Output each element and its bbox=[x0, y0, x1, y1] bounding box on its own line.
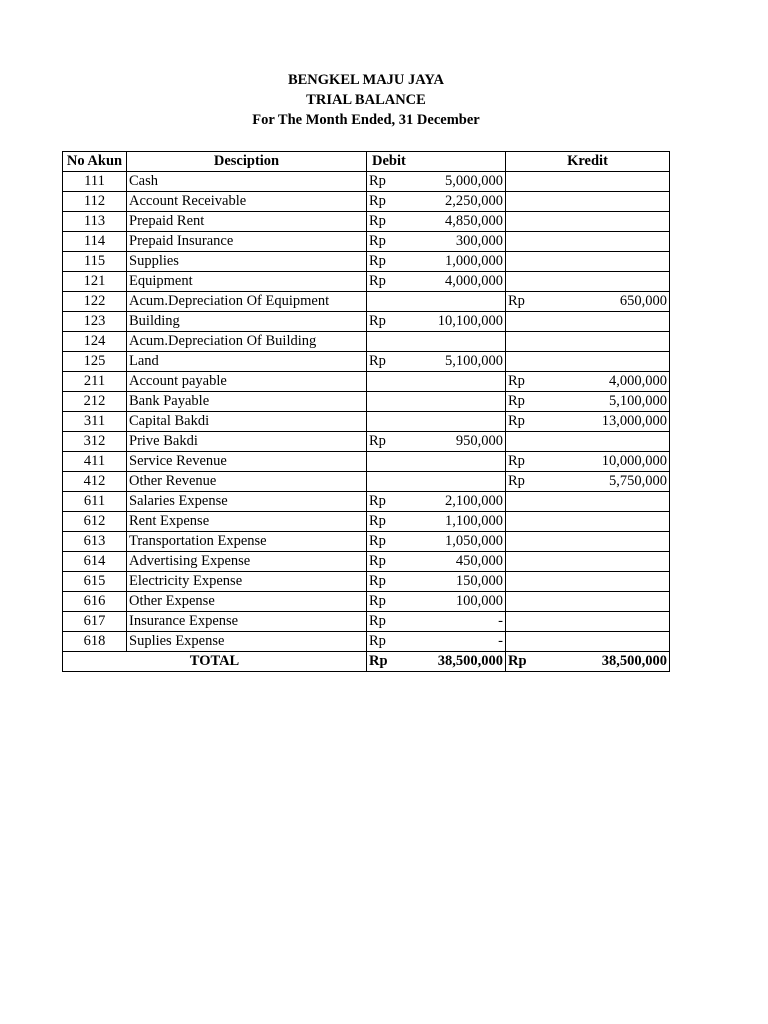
account-number: 112 bbox=[63, 192, 127, 212]
account-description: Cash bbox=[127, 172, 367, 192]
total-kredit-amount: 38,500,000 bbox=[544, 652, 670, 672]
table-row bbox=[63, 552, 670, 572]
account-description: Transportation Expense bbox=[127, 532, 367, 552]
debit-currency: Rp bbox=[367, 252, 405, 272]
kredit-amount bbox=[544, 352, 670, 372]
debit-currency: Rp bbox=[367, 512, 405, 532]
kredit-amount bbox=[544, 192, 670, 212]
debit-amount: 5,100,000 bbox=[405, 352, 506, 372]
table-row bbox=[63, 272, 670, 292]
debit-amount: - bbox=[405, 632, 506, 652]
kredit-currency bbox=[506, 252, 544, 272]
table-row bbox=[63, 632, 670, 652]
kredit-amount bbox=[544, 572, 670, 592]
account-number: 122 bbox=[63, 292, 127, 312]
debit-amount: 150,000 bbox=[405, 572, 506, 592]
kredit-amount bbox=[544, 552, 670, 572]
kredit-currency bbox=[506, 612, 544, 632]
kredit-amount bbox=[544, 252, 670, 272]
debit-currency bbox=[367, 472, 405, 492]
kredit-amount: 10,000,000 bbox=[544, 452, 670, 472]
table-row bbox=[63, 592, 670, 612]
account-description: Supplies bbox=[127, 252, 367, 272]
account-number: 111 bbox=[63, 172, 127, 192]
trial-balance-table bbox=[62, 151, 670, 672]
account-number: 212 bbox=[63, 392, 127, 412]
kredit-amount bbox=[544, 612, 670, 632]
debit-currency bbox=[367, 332, 405, 352]
table-row bbox=[63, 192, 670, 212]
table-row bbox=[63, 352, 670, 372]
debit-currency: Rp bbox=[367, 272, 405, 292]
account-description: Acum.Depreciation Of Equipment bbox=[127, 292, 367, 312]
debit-currency: Rp bbox=[367, 172, 405, 192]
kredit-currency bbox=[506, 332, 544, 352]
account-description: Building bbox=[127, 312, 367, 332]
table-row bbox=[63, 232, 670, 252]
debit-amount: 4,000,000 bbox=[405, 272, 506, 292]
debit-currency: Rp bbox=[367, 312, 405, 332]
account-number: 124 bbox=[63, 332, 127, 352]
table-row bbox=[63, 332, 670, 352]
account-description: Suplies Expense bbox=[127, 632, 367, 652]
debit-amount: 450,000 bbox=[405, 552, 506, 572]
kredit-currency bbox=[506, 432, 544, 452]
table-row bbox=[63, 292, 670, 312]
account-description: Other Revenue bbox=[127, 472, 367, 492]
table-row bbox=[63, 212, 670, 232]
table-row bbox=[63, 472, 670, 492]
account-number: 113 bbox=[63, 212, 127, 232]
header-debit: Debit bbox=[367, 152, 506, 172]
kredit-amount bbox=[544, 272, 670, 292]
debit-amount: - bbox=[405, 612, 506, 632]
header-no-akun: No Akun bbox=[63, 152, 127, 172]
kredit-currency bbox=[506, 552, 544, 572]
account-number: 614 bbox=[63, 552, 127, 572]
kredit-amount bbox=[544, 212, 670, 232]
debit-amount bbox=[405, 332, 506, 352]
table-row bbox=[63, 412, 670, 432]
kredit-amount bbox=[544, 532, 670, 552]
kredit-currency bbox=[506, 592, 544, 612]
table-row bbox=[63, 612, 670, 632]
account-number: 617 bbox=[63, 612, 127, 632]
debit-amount: 2,250,000 bbox=[405, 192, 506, 212]
account-description: Prepaid Rent bbox=[127, 212, 367, 232]
kredit-currency bbox=[506, 312, 544, 332]
kredit-currency bbox=[506, 212, 544, 232]
account-number: 114 bbox=[63, 232, 127, 252]
table-row bbox=[63, 312, 670, 332]
debit-amount: 300,000 bbox=[405, 232, 506, 252]
kredit-currency: Rp bbox=[506, 452, 544, 472]
debit-currency: Rp bbox=[367, 492, 405, 512]
debit-amount: 5,000,000 bbox=[405, 172, 506, 192]
debit-amount: 950,000 bbox=[405, 432, 506, 452]
account-number: 211 bbox=[63, 372, 127, 392]
kredit-currency bbox=[506, 572, 544, 592]
total-kredit-currency: Rp bbox=[506, 652, 544, 672]
account-description: Prive Bakdi bbox=[127, 432, 367, 452]
debit-currency: Rp bbox=[367, 572, 405, 592]
debit-amount: 10,100,000 bbox=[405, 312, 506, 332]
debit-amount: 4,850,000 bbox=[405, 212, 506, 232]
table-row bbox=[63, 252, 670, 272]
kredit-amount: 650,000 bbox=[544, 292, 670, 312]
debit-currency: Rp bbox=[367, 352, 405, 372]
kredit-amount bbox=[544, 492, 670, 512]
account-number: 123 bbox=[63, 312, 127, 332]
debit-currency bbox=[367, 392, 405, 412]
table-row bbox=[63, 512, 670, 532]
account-number: 312 bbox=[63, 432, 127, 452]
debit-currency bbox=[367, 452, 405, 472]
total-row bbox=[63, 652, 670, 672]
kredit-amount bbox=[544, 432, 670, 452]
account-description: Service Revenue bbox=[127, 452, 367, 472]
kredit-amount: 4,000,000 bbox=[544, 372, 670, 392]
account-description: Salaries Expense bbox=[127, 492, 367, 512]
account-number: 615 bbox=[63, 572, 127, 592]
debit-currency bbox=[367, 412, 405, 432]
account-description: Insurance Expense bbox=[127, 612, 367, 632]
account-description: Acum.Depreciation Of Building bbox=[127, 332, 367, 352]
debit-amount bbox=[405, 472, 506, 492]
kredit-currency bbox=[506, 232, 544, 252]
kredit-currency bbox=[506, 352, 544, 372]
table-row bbox=[63, 372, 670, 392]
total-debit-currency: Rp bbox=[367, 652, 405, 672]
kredit-amount bbox=[544, 232, 670, 252]
kredit-amount bbox=[544, 172, 670, 192]
account-description: Land bbox=[127, 352, 367, 372]
debit-amount: 1,100,000 bbox=[405, 512, 506, 532]
kredit-currency: Rp bbox=[506, 412, 544, 432]
kredit-currency: Rp bbox=[506, 392, 544, 412]
kredit-amount bbox=[544, 592, 670, 612]
account-description: Electricity Expense bbox=[127, 572, 367, 592]
account-description: Equipment bbox=[127, 272, 367, 292]
table-row bbox=[63, 572, 670, 592]
debit-amount bbox=[405, 412, 506, 432]
account-number: 611 bbox=[63, 492, 127, 512]
account-number: 613 bbox=[63, 532, 127, 552]
kredit-amount bbox=[544, 332, 670, 352]
kredit-currency bbox=[506, 272, 544, 292]
kredit-amount: 13,000,000 bbox=[544, 412, 670, 432]
header-description: Desciption bbox=[127, 152, 367, 172]
account-number: 618 bbox=[63, 632, 127, 652]
kredit-currency bbox=[506, 532, 544, 552]
account-description: Capital Bakdi bbox=[127, 412, 367, 432]
debit-currency: Rp bbox=[367, 632, 405, 652]
kredit-currency bbox=[506, 192, 544, 212]
table-row bbox=[63, 392, 670, 412]
header-kredit: Kredit bbox=[506, 152, 670, 172]
debit-currency bbox=[367, 292, 405, 312]
kredit-amount: 5,100,000 bbox=[544, 392, 670, 412]
report-title: TRIAL BALANCE bbox=[306, 92, 426, 108]
account-description: Prepaid Insurance bbox=[127, 232, 367, 252]
debit-amount: 1,050,000 bbox=[405, 532, 506, 552]
total-label: TOTAL bbox=[63, 652, 367, 672]
report-period: For The Month Ended, 31 December bbox=[252, 112, 480, 128]
debit-currency bbox=[367, 372, 405, 392]
table-row bbox=[63, 492, 670, 512]
debit-currency: Rp bbox=[367, 552, 405, 572]
account-description: Other Expense bbox=[127, 592, 367, 612]
account-number: 616 bbox=[63, 592, 127, 612]
account-description: Bank Payable bbox=[127, 392, 367, 412]
kredit-currency bbox=[506, 172, 544, 192]
debit-amount bbox=[405, 452, 506, 472]
total-debit-amount: 38,500,000 bbox=[405, 652, 506, 672]
kredit-amount bbox=[544, 632, 670, 652]
debit-currency: Rp bbox=[367, 592, 405, 612]
account-number: 311 bbox=[63, 412, 127, 432]
debit-amount: 2,100,000 bbox=[405, 492, 506, 512]
debit-amount bbox=[405, 292, 506, 312]
kredit-currency bbox=[506, 492, 544, 512]
kredit-amount bbox=[544, 512, 670, 532]
debit-currency: Rp bbox=[367, 232, 405, 252]
kredit-currency: Rp bbox=[506, 292, 544, 312]
kredit-currency bbox=[506, 632, 544, 652]
table-row bbox=[63, 432, 670, 452]
table-header-row bbox=[63, 152, 670, 172]
debit-currency: Rp bbox=[367, 192, 405, 212]
kredit-amount: 5,750,000 bbox=[544, 472, 670, 492]
account-number: 125 bbox=[63, 352, 127, 372]
debit-amount: 100,000 bbox=[405, 592, 506, 612]
account-description: Rent Expense bbox=[127, 512, 367, 532]
account-number: 412 bbox=[63, 472, 127, 492]
table-row bbox=[63, 172, 670, 192]
account-number: 115 bbox=[63, 252, 127, 272]
debit-currency: Rp bbox=[367, 532, 405, 552]
kredit-amount bbox=[544, 312, 670, 332]
debit-amount bbox=[405, 392, 506, 412]
kredit-currency: Rp bbox=[506, 372, 544, 392]
table-row bbox=[63, 452, 670, 472]
account-description: Advertising Expense bbox=[127, 552, 367, 572]
account-description: Account Receivable bbox=[127, 192, 367, 212]
debit-amount: 1,000,000 bbox=[405, 252, 506, 272]
account-description: Account payable bbox=[127, 372, 367, 392]
account-number: 612 bbox=[63, 512, 127, 532]
kredit-currency bbox=[506, 512, 544, 532]
debit-currency: Rp bbox=[367, 432, 405, 452]
company-name: BENGKEL MAJU JAYA bbox=[287, 72, 445, 88]
debit-currency: Rp bbox=[367, 612, 405, 632]
account-number: 411 bbox=[63, 452, 127, 472]
debit-amount bbox=[405, 372, 506, 392]
account-number: 121 bbox=[63, 272, 127, 292]
debit-currency: Rp bbox=[367, 212, 405, 232]
table-row bbox=[63, 532, 670, 552]
kredit-currency: Rp bbox=[506, 472, 544, 492]
